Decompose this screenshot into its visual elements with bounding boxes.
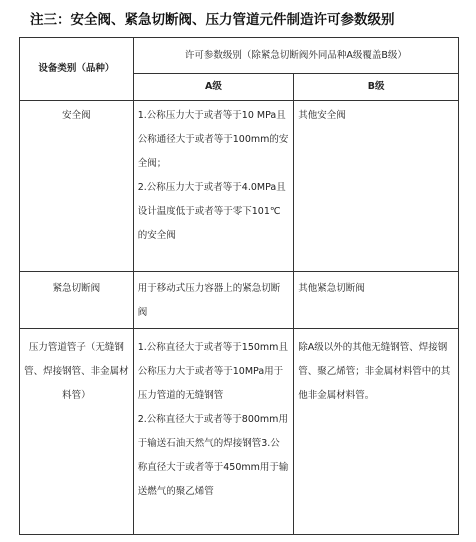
b-level-text: 除A级以外的其他无缝钢管、焊接钢管、聚乙烯管；非金属材料管中的其他非金属材料管。 [298, 342, 451, 401]
header-category: 设备类别（品种） [20, 38, 134, 101]
row-a-level [133, 272, 294, 329]
header-a-level: A级 [133, 74, 294, 101]
permit-level-table [19, 37, 459, 535]
row-category [20, 101, 134, 272]
category-text: 压力管道管子（无缝钢管、焊接钢管、非金属材料管） [24, 342, 129, 401]
b-level-text: 其他紧急切断阀 [298, 283, 365, 294]
row-category [20, 329, 134, 535]
page-title: 注三：安全阀、紧急切断阀、压力管道元件制造许可参数级别 [30, 12, 395, 28]
header-b-level: B级 [294, 74, 459, 101]
row-b-level [294, 101, 459, 272]
table-row [20, 101, 459, 272]
row-b-level [294, 329, 459, 535]
a-level-text: 用于移动式压力容器上的紧急切断阀 [137, 283, 281, 318]
row-category [20, 272, 134, 329]
header-params: 许可参数级别（除紧急切断阀外同品种A级覆盖B级） [133, 38, 458, 74]
row-b-level [294, 272, 459, 329]
b-level-text: 其他安全阀 [298, 110, 346, 121]
a-level-text: 1.公称压力大于或者等于10 MPa且公称通径大于或者等于100mm的安全阀； 2.公称压力大于或者等于4.0MPa且设计温度低于或者等于零下101℃的安全阀 [137, 110, 289, 241]
category-text: 紧急切断阀 [52, 283, 101, 294]
row-a-level [133, 329, 294, 535]
table-row [20, 272, 459, 329]
table-row [20, 329, 459, 535]
category-text: 安全阀 [62, 110, 91, 121]
row-a-level [133, 101, 294, 272]
a-level-text: 1.公称直径大于或者等于150mm且公称压力大于或者等于10MPa用于压力管道的无缝钢管 2.公称直径大于或者等于800mm用于输送石油天然气的焊接钢管3.公称直径大于或者等于450mm用于输送燃气的聚乙烯管 [137, 342, 289, 497]
